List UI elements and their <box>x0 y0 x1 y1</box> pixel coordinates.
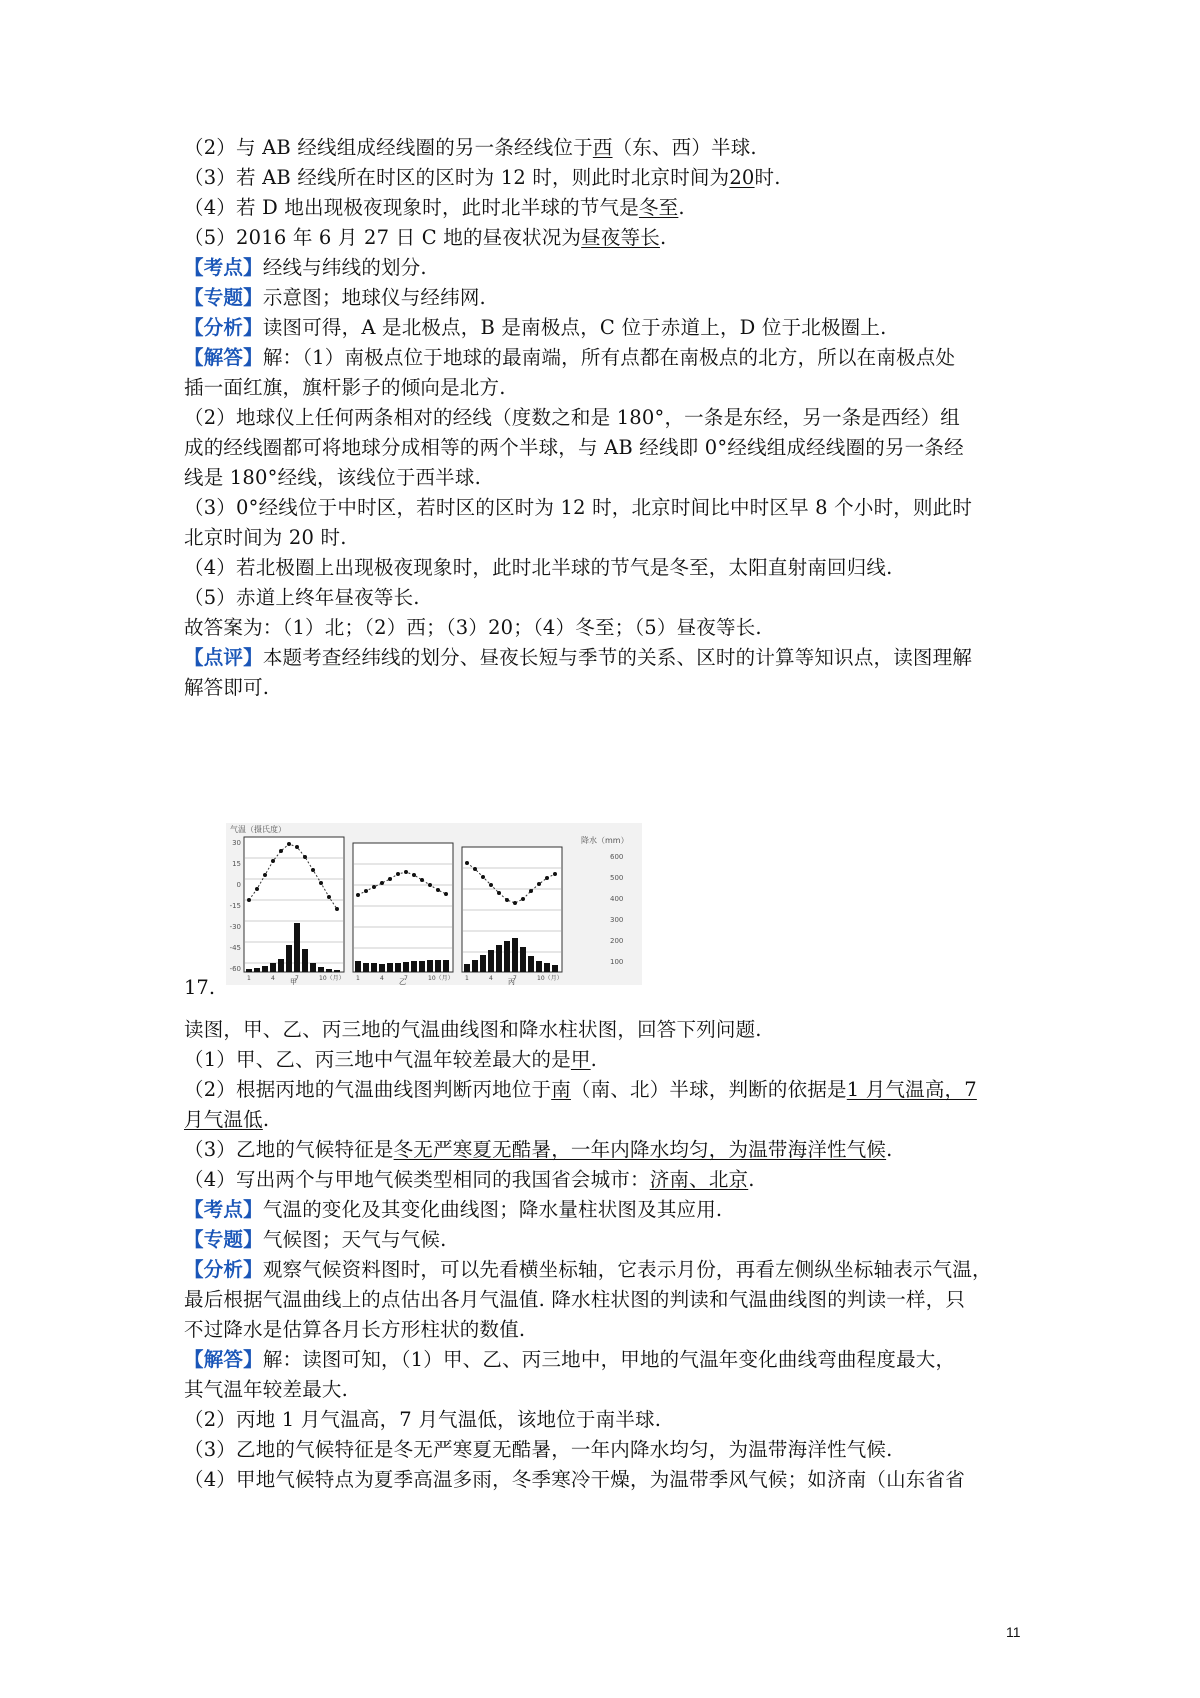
q17-l2-text: （2）根据丙地的气温曲线图判断丙地位于 <box>184 1078 552 1101</box>
q17-fenxi <box>184 1256 992 1284</box>
q16-line-4 <box>184 194 685 222</box>
q17-l4-answer: 济南、北京 <box>649 1168 749 1191</box>
page-number: 11 <box>1006 1624 1021 1640</box>
y2-tick: 200 <box>610 937 624 945</box>
question-number: 17. <box>184 976 216 999</box>
q16-zhuanti <box>184 284 486 312</box>
y-tick: 0 <box>236 881 241 889</box>
fenxi-text: 观察气候资料图时，可以先看横坐标轴，它表示月份，再看左侧纵坐标轴表示气温， <box>262 1258 992 1281</box>
dianping-text: 本题考查经纬线的划分、昼夜长短与季节的关系、区时的计算等知识点，读图理解 <box>262 646 973 669</box>
q17-l2-tail: . <box>262 1108 270 1131</box>
fenxi-text-cont: 最后根据气温曲线上的点估出各月气温值. 降水柱状图的判读和气温曲线图的判读一样，只 <box>184 1288 966 1311</box>
solution-4-line: （4）若北极圈上出现极夜现象时，此时北半球的节气是冬至，太阳直射南回归线. <box>184 556 893 579</box>
q17-l1-answer: 甲 <box>570 1048 591 1071</box>
zhuanti-text: 气候图；天气与气候. <box>262 1228 447 1251</box>
panel-label: 乙 <box>399 978 406 985</box>
x-tick: 1 <box>356 975 360 982</box>
q17-kaodian <box>184 1196 722 1224</box>
q16-l5-tail: . <box>659 226 667 249</box>
zhuanti-text: 示意图；地球仪与经纬网. <box>262 286 486 309</box>
q17-line-2 <box>184 1076 977 1104</box>
q17-l3-answer: 冬无严寒夏无酷暑，一年内降水均匀，为温带海洋性气候 <box>393 1138 887 1161</box>
x-tick: 4 <box>271 975 275 982</box>
q16-l2-text: （2）与 AB 经线组成经线圈的另一条经线位于 <box>184 136 593 159</box>
jieda-tag: 【解答】 <box>184 1348 263 1371</box>
q16-line-3 <box>184 164 781 192</box>
fenxi-tag: 【分析】 <box>184 1258 263 1281</box>
x-tick: 1 <box>247 975 251 982</box>
q17-l2-answer2: 1 月气温高，7 <box>846 1078 977 1101</box>
q16-l5-answer: 昼夜等长 <box>581 226 660 249</box>
y2-tick: 300 <box>610 916 624 924</box>
solution-3-line: （3）乙地的气候特征是冬无严寒夏无酷暑，一年内降水均匀，为温带海洋性气候. <box>184 1438 893 1461</box>
q17-line-4 <box>184 1166 755 1194</box>
y-tick: -15 <box>229 902 241 910</box>
x-tick: 1 <box>465 975 469 982</box>
solution-5-line: （5）赤道上终年昼夜等长. <box>184 586 420 609</box>
y2-tick: 600 <box>610 853 624 861</box>
q16-l3-tail: 时. <box>754 166 781 189</box>
y2-tick: 400 <box>610 895 624 903</box>
dianping-text-cont: 解答即可. <box>184 676 270 699</box>
y-tick: 15 <box>232 860 241 868</box>
x-tick: 4 <box>380 975 384 982</box>
q16-l5-text: （5）2016 年 6 月 27 日 C 地的昼夜状况为 <box>184 226 582 249</box>
kaodian-text: 经线与纬线的划分. <box>262 256 427 279</box>
panel-label: 丙 <box>508 978 515 985</box>
solution-3-line: 北京时间为 20 时. <box>184 526 347 549</box>
kaodian-tag: 【考点】 <box>184 256 263 279</box>
y2-tick: 100 <box>610 958 624 966</box>
fenxi-tag: 【分析】 <box>184 316 263 339</box>
q16-l3-text: （3）若 AB 经线所在时区的区时为 12 时，则此时北京时间为 <box>184 166 730 189</box>
q16-l4-text: （4）若 D 地出现极夜现象时，此时北半球的节气是 <box>184 196 639 219</box>
q16-jieda <box>184 344 955 372</box>
solution-2-line: （2）地球仪上任何两条相对的经线（度数之和是 180°，一条是东经，另一条是西经）组 <box>184 406 960 429</box>
q17-l3-text: （3）乙地的气候特征是 <box>184 1138 394 1161</box>
q17-l4-text: （4）写出两个与甲地气候类型相同的我国省会城市： <box>184 1168 650 1191</box>
fenxi-text: 读图可得，A 是北极点，B 是南极点，C 位于赤道上，D 位于北极圈上. <box>262 316 887 339</box>
jieda-tag: 【解答】 <box>184 346 263 369</box>
solution-3-line: （3）0°经线位于中时区，若时区的区时为 12 时，北京时间比中时区早 8 个小时，则此时 <box>184 496 973 519</box>
y-tick: -30 <box>229 923 241 931</box>
q16-l4-answer: 冬至 <box>638 196 679 219</box>
zhuanti-tag: 【专题】 <box>184 1228 263 1251</box>
q16-l2-tail: （东、西）半球. <box>612 136 757 159</box>
q17-jieda <box>184 1346 955 1374</box>
jieda-text: 解：（1）南极点位于地球的最南端，所有点都在南极点的北方，所以在南极点处 <box>262 346 956 369</box>
q17-l2-mid: （南、北）半球，判断的依据是 <box>570 1078 847 1101</box>
jieda-text-cont: 插一面红旗，旗杆影子的倾向是北方. <box>184 376 506 399</box>
q17-zhuanti <box>184 1226 447 1254</box>
dianping-tag: 【点评】 <box>184 646 263 669</box>
solution-2-line: 成的经线圈都可将地球分成相等的两个半球，与 AB 经线即 0°经线组成经线圈的另一条经 <box>184 436 964 459</box>
x-tick: 10（月） <box>537 975 563 982</box>
x-tick: 4 <box>489 975 493 982</box>
solution-2-line: （2）丙地 1 月气温高，7 月气温低，该地位于南半球. <box>184 1408 662 1431</box>
q16-fenxi <box>184 314 886 342</box>
q16-l2-answer: 西 <box>592 136 613 159</box>
q17-line-3 <box>184 1136 893 1164</box>
q16-dianping <box>184 644 972 672</box>
q17-line-1 <box>184 1046 597 1074</box>
zhuanti-tag: 【专题】 <box>184 286 263 309</box>
x-tick: 10（月） <box>428 975 454 982</box>
final-answer: 故答案为：（1）北；（2）西；（3）20；（4）冬至；（5）昼夜等长. <box>184 616 762 639</box>
x-tick: 10（月） <box>319 975 345 982</box>
kaodian-text: 气温的变化及其变化曲线图；降水量柱状图及其应用. <box>262 1198 723 1221</box>
q17-l4-tail: . <box>748 1168 755 1191</box>
q16-line-5 <box>184 224 666 252</box>
q17-l2-answer2-cont: 月气温低 <box>184 1108 263 1131</box>
y2-tick: 500 <box>610 874 624 882</box>
q16-line-2 <box>184 134 757 162</box>
panel-jia <box>244 837 345 985</box>
q17-l1-tail: . <box>590 1048 598 1071</box>
fenxi-text-cont: 不过降水是估算各月长方形柱状的数值. <box>184 1318 526 1341</box>
q17-l2-answer: 南 <box>551 1078 571 1101</box>
climate-figure <box>226 823 642 985</box>
q17-intro: 读图，甲、乙、丙三地的气温曲线图和降水柱状图，回答下列问题. <box>184 1018 762 1041</box>
panel-yi <box>353 843 454 985</box>
q17-l1-text: （1）甲、乙、丙三地中气温年较差最大的是 <box>184 1048 571 1071</box>
jieda-text-cont: 其气温年较差最大. <box>184 1378 348 1401</box>
y-tick: -45 <box>229 944 241 952</box>
kaodian-tag: 【考点】 <box>184 1198 263 1221</box>
right-axis-label: 降水（mm） <box>581 836 629 845</box>
q16-kaodian <box>184 254 427 282</box>
solution-2-line: 线是 180°经线，该线位于西半球. <box>184 466 481 489</box>
panel-label: 甲 <box>290 978 297 985</box>
y-tick: 30 <box>232 839 241 847</box>
q17-l3-tail: . <box>886 1138 893 1161</box>
panel-bing <box>462 847 563 985</box>
q16-l4-tail: . <box>678 196 685 219</box>
jieda-text: 解：读图可知，（1）甲、乙、丙三地中，甲地的气温年变化曲线弯曲程度最大， <box>262 1348 956 1371</box>
solution-4-line: （4）甲地气候特点为夏季高温多雨，冬季寒冷干燥，为温带季风气候；如济南（山东省省 <box>184 1468 965 1491</box>
x-tick: 7 <box>295 975 299 982</box>
x-tick: 7 <box>513 975 517 982</box>
q17-line-2-cont <box>184 1106 269 1134</box>
q16-l3-answer: 20 <box>729 166 755 189</box>
left-axis-label: 气温（摄氏度） <box>230 825 286 834</box>
y-tick: -60 <box>229 965 241 973</box>
x-tick: 7 <box>404 975 408 982</box>
